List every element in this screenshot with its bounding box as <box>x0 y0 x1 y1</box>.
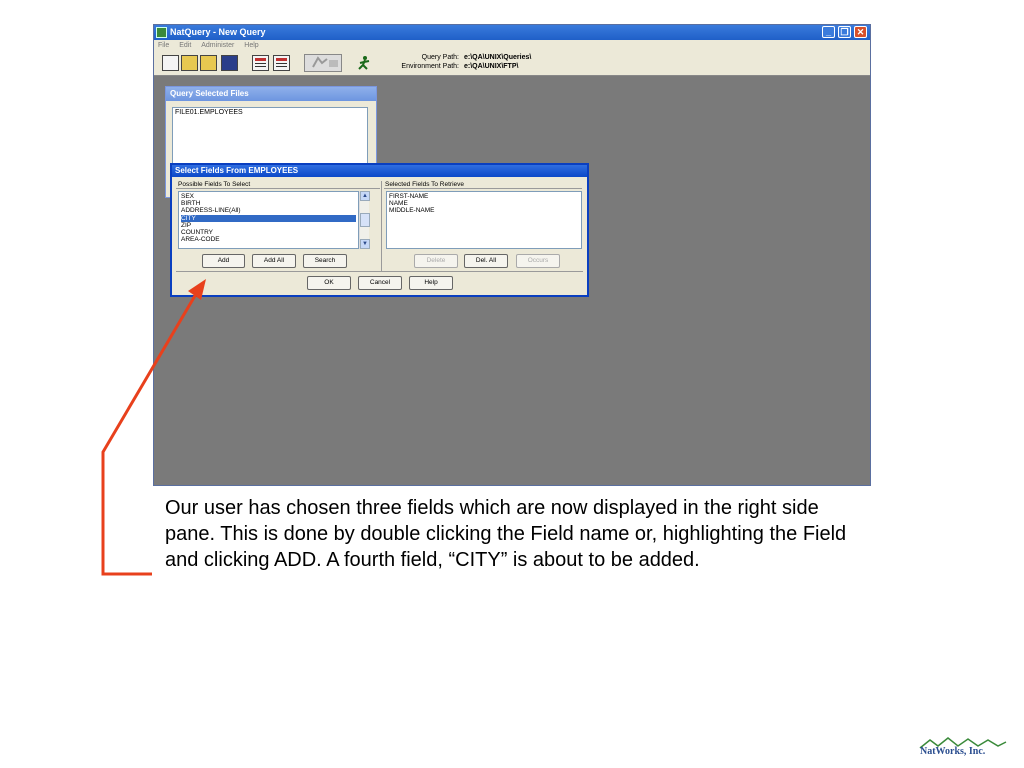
caption-text: Our user has chosen three fields which are now displayed in the right side pane. This is done by double clicking the Field name or, highlighting the Field and clicking ADD. A fourth field, “CITY” is about to be added. <box>165 497 847 571</box>
list-item[interactable]: FILE01.EMPLOYEES <box>175 109 243 116</box>
list-item-selected[interactable]: CITY <box>181 215 356 222</box>
close-icon[interactable]: ✕ <box>854 26 867 38</box>
list-item[interactable]: BIRTH <box>181 200 201 208</box>
delete-button[interactable]: Delete <box>414 254 458 268</box>
restore-icon[interactable]: ❐ <box>838 26 851 38</box>
window-title: NatQuery - New Query <box>170 27 266 37</box>
menu-administer[interactable]: Administer <box>201 42 235 49</box>
query-selected-files-title: Query Selected Files <box>166 87 376 101</box>
list-item[interactable]: NAME <box>389 200 408 208</box>
search-button[interactable]: Search <box>303 254 347 268</box>
list-item[interactable]: ADDRESS-LINE(All) <box>181 207 241 215</box>
scroll-down-icon[interactable]: ▼ <box>360 239 370 249</box>
dialog-title: Select Fields From EMPLOYEES <box>172 165 587 177</box>
cancel-button[interactable]: Cancel <box>358 276 402 290</box>
possible-fields-label: Possible Fields To Select <box>178 181 251 188</box>
add-button[interactable]: Add <box>202 254 245 268</box>
ok-button[interactable]: OK <box>307 276 351 290</box>
list-item[interactable]: SEX <box>181 193 195 200</box>
minimize-icon[interactable]: _ <box>822 26 835 38</box>
logo-text: NatWorks, Inc. <box>920 746 986 757</box>
selected-fields-label: Selected Fields To Retrieve <box>385 181 465 188</box>
menu-edit[interactable]: Edit <box>179 42 192 49</box>
list-item[interactable]: MIDDLE-NAME <box>389 207 435 215</box>
menu-help[interactable]: Help <box>244 42 259 49</box>
scroll-up-icon[interactable]: ▲ <box>360 191 370 201</box>
del-all-button[interactable]: Del. All <box>464 254 508 268</box>
arrow-head <box>188 279 206 300</box>
menu-file[interactable]: File <box>158 42 170 49</box>
environment-path-value: e:\QA\UNIX\FTP\ <box>464 63 519 70</box>
add-all-button[interactable]: Add All <box>252 254 296 268</box>
query-path-value: e:\QA\UNIX\Queries\ <box>464 54 532 61</box>
environment-path-label: Environment Path: <box>401 63 459 70</box>
help-button[interactable]: Help <box>409 276 453 290</box>
list-item[interactable]: FIRST-NAME <box>389 193 429 200</box>
occurs-button[interactable]: Occurs <box>516 254 560 268</box>
list-item[interactable]: AREA-CODE <box>181 236 220 244</box>
list-item[interactable]: COUNTRY <box>181 229 214 237</box>
list-item[interactable]: ZIP <box>181 221 192 229</box>
query-path-label: Query Path: <box>421 54 459 61</box>
